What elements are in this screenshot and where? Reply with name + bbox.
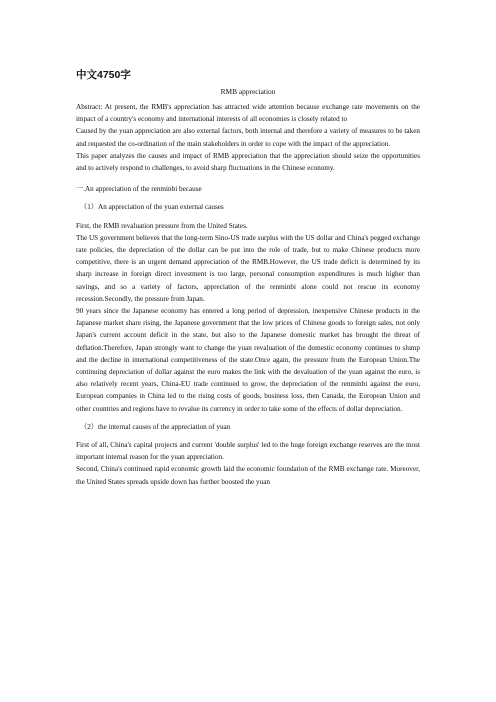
subsection-2-title [76, 421, 420, 433]
subsection-2-label: the internal causes of the appreciation of yuan [98, 422, 231, 431]
abstract-paragraph-2: Caused by the yuan appreciation are also external factors, both internal and therefore a variety of measures to be taken and requested the co-ordination of the main stakeholders in order to cope with the impact of the appreciation. [76, 127, 420, 148]
document-body [76, 101, 420, 488]
subsection-1-number: （1） [80, 203, 98, 212]
body-paragraph-1: First, the RMB revaluation pressure from the United States. [76, 221, 248, 230]
document-title: RMB appreciation [220, 87, 276, 96]
abstract-paragraph-1: Abstract: At present, the RMB's appreciation has attracted wide attention because exchange rate movements on the impact of a country's economy and international interests of all economies is closely related to [76, 103, 420, 124]
subsection-2-number: （2） [80, 422, 98, 431]
document-heading: 中文4750字 [76, 69, 131, 81]
subsection-1-label: An appreciation of the yuan external causes [98, 203, 224, 212]
abstract-paragraph-3: This paper analyzes the causes and impact of RMB appreciation that the appreciation should seize the opportunities and to actively respond to challenges, to avoid sharp fluctuations in the Chinese economy. [76, 151, 420, 173]
subsection-1-title [76, 201, 420, 213]
body-paragraph-5: Second, China's continued rapid economic growth laid the economic foundation of the RMB exchange rate. Moreover, the United States spreads upside down has further boosted the yuan [76, 465, 420, 486]
body-paragraph-2: The US government believes that the long-term Sino-US trade surplus with the US dollar and China's pegged exchange rate policies, the depreciation of the dollar can be put into the role of trade, but to make Chinese products more competitive, there is an urgent demand appreciation of the RMB.However, the US trade deficit is determined by its sharp increase in foreign direct investment is too large, personal consumption expenditures is much higher than savings, and so a variety of factors, appreciation of the renminbi alone could not rescue its economy recession.Secondly, the pressure from Japan. [76, 233, 420, 303]
section-1-title: 一.An appreciation of the renminbi because [76, 185, 202, 194]
body-paragraph-3: 90 years since the Japanese economy has entered a long period of depression, inexpensive Chinese products in the Japanese market share rising, the Japanese government that the low prices of Chinese goods to foreign sales, not only Japan's current account deficit in the state, but also to the Japanese domestic market has brought the threat of deflation.Therefore, Japan strongly want to change the yuan revaluation of the domestic economy continues to slump and the decline in international competitiveness of the state.Once again, the pressure from the European Union.The continuing depreciation of dollar against the euro makes the link with the devaluation of the yuan against the euro, is also relatively recent years, China-EU trade continued to grow, the depreciation of the renminbi against the euro, European companies in China led to the rising costs of goods, business loss, then Canada, the European Union and other countries and regions have to revalue its currency in order to take some of the effects of dollar depreciation. [76, 307, 420, 413]
body-paragraph-4: First of all, China's capital projects and current 'double surplus' led to the huge foreign exchange reserves are the most important internal reason for the yuan appreciation. [76, 441, 420, 462]
